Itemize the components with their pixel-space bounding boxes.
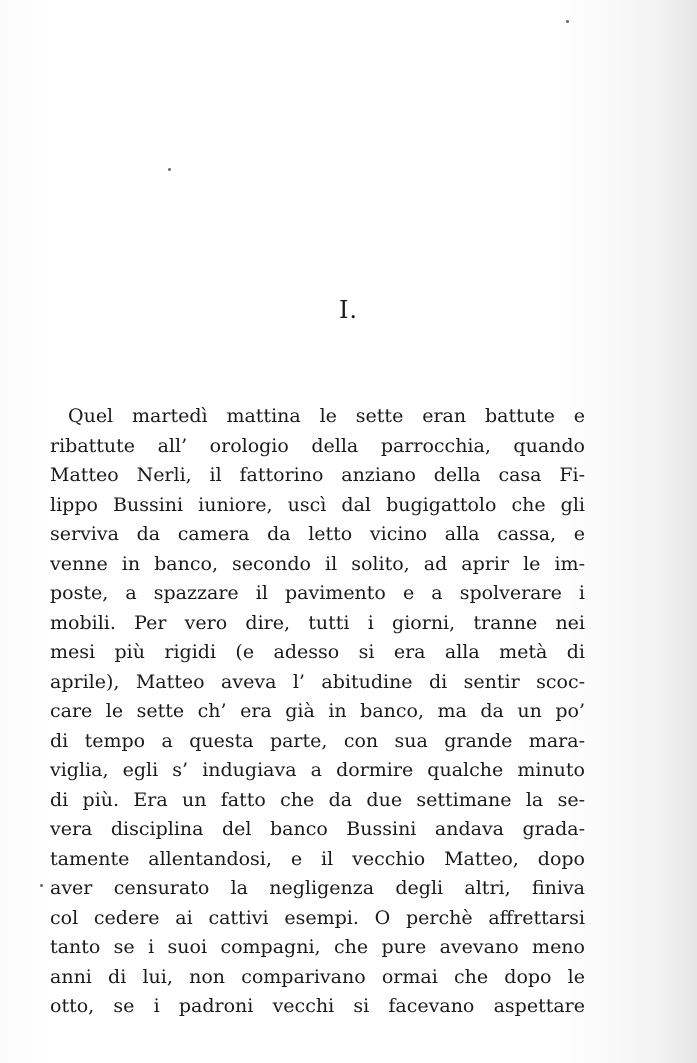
text-line: vera disciplina del banco Bussini andava grada-	[50, 818, 585, 840]
text-line: di più. Era un fatto che da due settimane la se-	[50, 788, 585, 811]
text-line: otto, se i padroni vecchi si facevano aspettare	[50, 995, 585, 1017]
text-line: aver censurato la negligenza degli altri, finiva	[50, 877, 585, 899]
text-line: anni di lui, non comparivano ormai che dopo le	[50, 965, 585, 988]
text-line: ribattute all’ orologio della parrocchia, quando	[50, 434, 585, 457]
body-text	[50, 402, 585, 1022]
text-line: poste, a spazzare il pavimento e a spolverare i	[50, 582, 585, 604]
text-line: serviva da camera da letto vicino alla cassa, e	[50, 523, 585, 545]
paper-speck	[566, 20, 569, 23]
text-line: mobili. Per vero dire, tutti i giorni, tranne nei	[50, 611, 585, 634]
text-line: col cedere ai cattivi esempi. O perchè affrettarsi	[50, 906, 585, 929]
text-line: Matteo Nerli, il fattorino anziano della casa Fi-	[50, 464, 585, 486]
text-line: di tempo a questa parte, con sua grande mara-	[50, 729, 585, 752]
text-line: lippo Bussini iuniore, uscì dal bugigattolo che gli	[50, 493, 585, 516]
paper-speck	[40, 884, 43, 887]
text-line: tanto se i suoi compagni, che pure avevano meno	[50, 936, 585, 958]
text-line: aprile), Matteo aveva l’ abitudine di sentir scoc-	[50, 670, 585, 693]
text-line: Quel martedì mattina le sette eran battute e	[68, 405, 585, 427]
text-line: care le sette ch’ era già in banco, ma da un po’	[50, 700, 585, 722]
text-line: venne in banco, secondo il solito, ad aprir le im-	[50, 552, 585, 575]
text-line: viglia, egli s’ indugiava a dormire qualche minuto	[50, 759, 585, 781]
text-line: tamente allentandosi, e il vecchio Matteo, dopo	[50, 847, 585, 870]
chapter-number: I.	[338, 296, 359, 324]
paper-speck	[168, 168, 171, 171]
text-line: mesi più rigidi (e adesso si era alla metà di	[50, 641, 585, 663]
